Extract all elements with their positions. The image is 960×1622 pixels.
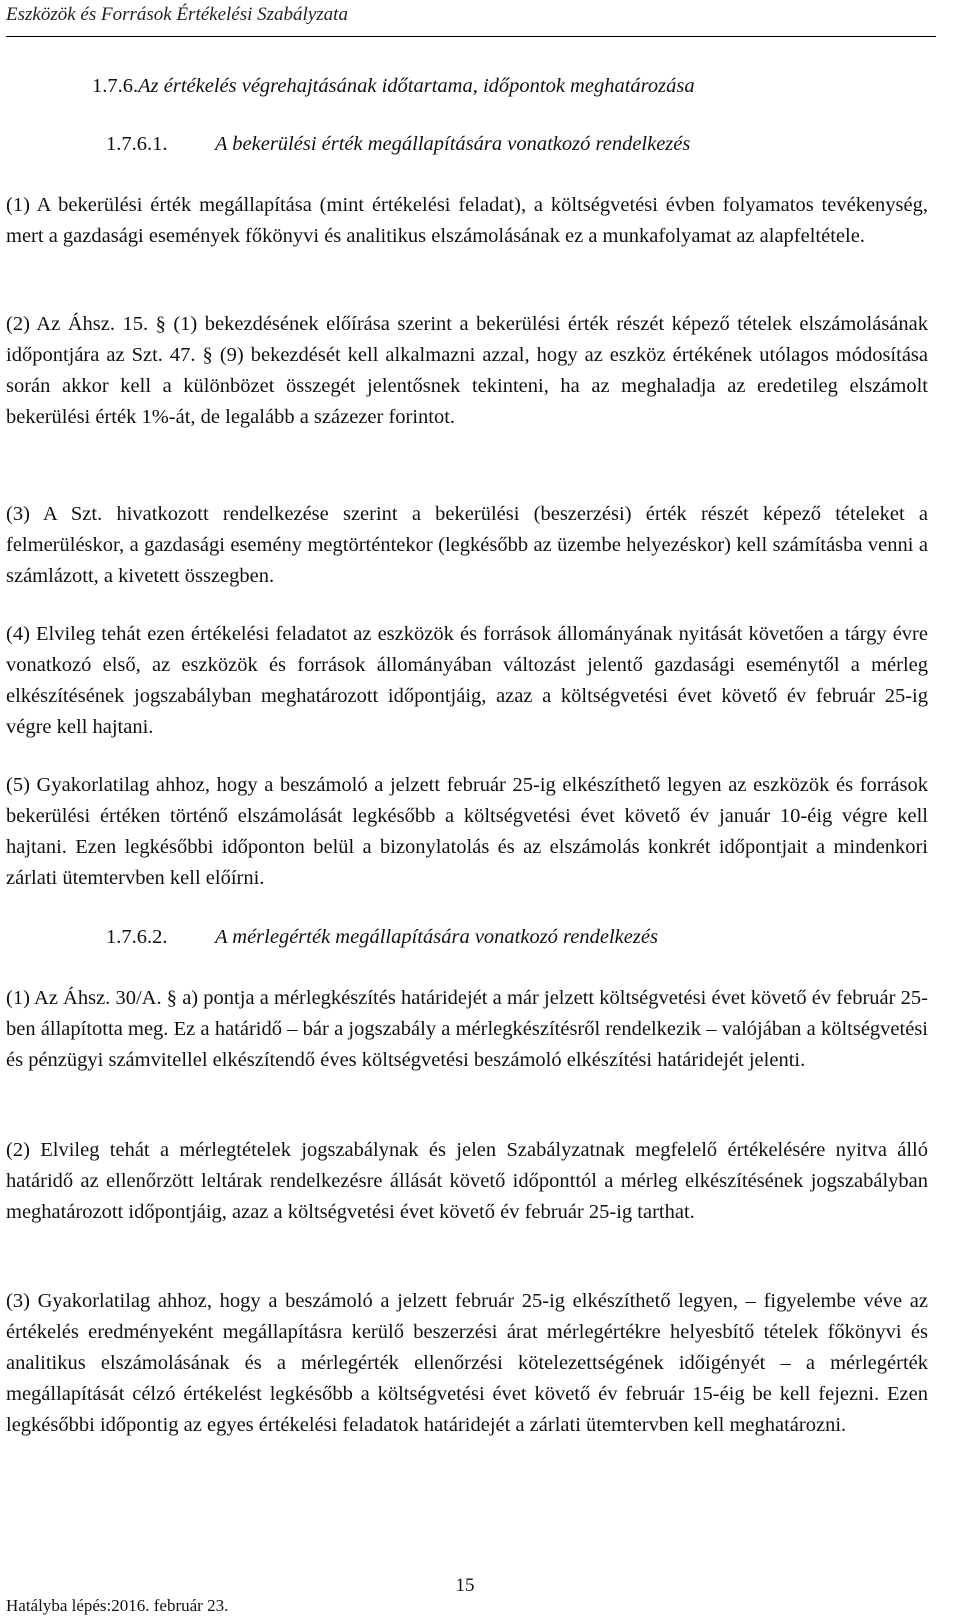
section-number: 1.7.6. [92, 75, 139, 97]
effective-date: Hatályba lépés:2016. február 23. [6, 1596, 229, 1615]
running-header: Eszközök és Források Értékelési Szabályzata [6, 4, 936, 37]
subsection-title-2: A mérlegérték megállapítására vonatkozó rendelkezés [215, 926, 658, 948]
paragraph: (2) Elvileg tehát a mérlegtételek jogszabálynak és jelen Szabályzatnak megfelelő értékelésére nyitva álló határidő az ellenőrzött leltárak rendelkezésre állását követő időponttól a mérleg elkészítésének jogszabályban meghatározott időpontjáig, azaz a költségvetési évet követő év február 25-ig tarthat. [6, 1139, 928, 1223]
subsection-heading-1 [106, 133, 690, 156]
section-heading [92, 75, 695, 98]
paragraph: (5) Gyakorlatilag ahhoz, hogy a beszámoló a jelzett február 25-ig elkészíthető legyen az eszközök és források bekerülési értéken történő elszámolását legkésőbb a költségvetési évet követő év január 10-éig végre kell hajtani. Ezen legkésőbbi időponton belül a bizonylatolás és az elszámolás konkrét időpontjait a mindenkori zárlati ütemtervben kell előírni. [6, 774, 928, 889]
page-number: 15 [455, 1575, 475, 1596]
paragraph: (2) Az Áhsz. 15. § (1) bekezdésének előírása szerint a bekerülési érték részét képező tételek elszámolásának időpontjára az Szt. 47. § (9) bekezdését kell alkalmazni azzal, hogy az eszköz értékének utólagos módosítása során akkor kell a különbözet összegét jelentősnek tekinteni, ha az meghaladja az eredetileg elszámolt bekerülési érték 1%-át, de legalább a százezer forintot. [6, 313, 928, 428]
subsection-number-2: 1.7.6.2. [106, 926, 168, 948]
subsection-number-1: 1.7.6.1. [106, 133, 168, 155]
paragraph: (4) Elvileg tehát ezen értékelési feladatot az eszközök és források állományának nyitását követően a tárgy évre vonatkozó első, az eszközök és források állományában változást jelentő gazdasági eseménytől a mérleg elkészítésének jogszabályban meghatározott időpontjáig, azaz a költségvetési évet követő év február 25-ig végre kell hajtani. [6, 623, 928, 738]
subsection-heading-2 [106, 926, 658, 949]
paragraph: (3) Gyakorlatilag ahhoz, hogy a beszámoló a jelzett február 25-ig elkészíthető legyen, – figyelembe véve az értékelés eredményeként megállapításra kerülő beszerzési árat mérlegértékre helyesbítő tételek főkönyvi és analitikus elszámolásának és a mérlegérték ellenőrzési kötelezettségének időigényét – a mérlegérték megállapítását célzó értékelést legkésőbb a költségvetési évet követő év február 15-éig be kell fejezni. Ezen legkésőbbi időpontig az egyes értékelési feladatok határidejét a zárlati ütemtervben kell meghatározni. [6, 1290, 928, 1436]
paragraph: (1) Az Áhsz. 30/A. § a) pontja a mérlegkészítés határidejét a már jelzett költségvetési évet követő év február 25-ben állapította meg. Ez a határidő – bár a jogszabály a mérlegkészítésről rendelkezik – valójában a költségvetési és pénzügyi számvitellel elkészítendő éves költségvetési beszámoló elkészítési határidejét jelenti. [6, 987, 928, 1071]
section-title: Az értékelés végrehajtásának időtartama, időpontok meghatározása [138, 75, 695, 97]
paragraph: (3) A Szt. hivatkozott rendelkezése szerint a bekerülési (beszerzési) érték részét képező tételeket a felmerüléskor, a gazdasági esemény megtörténtekor (legkésőbb az üzembe helyezéskor) kell számításba venni a számlázott, a kivetett összegben. [6, 503, 928, 587]
paragraph: (1) A bekerülési érték megállapítása (mint értékelési feladat), a költségvetési évben folyamatos tevékenység, mert a gazdasági események főkönyvi és analitikus elszámolásának ez a munkafolyamat az alapfeltétele. [6, 194, 928, 247]
subsection-title-1: A bekerülési érték megállapítására vonatkozó rendelkezés [215, 133, 691, 155]
